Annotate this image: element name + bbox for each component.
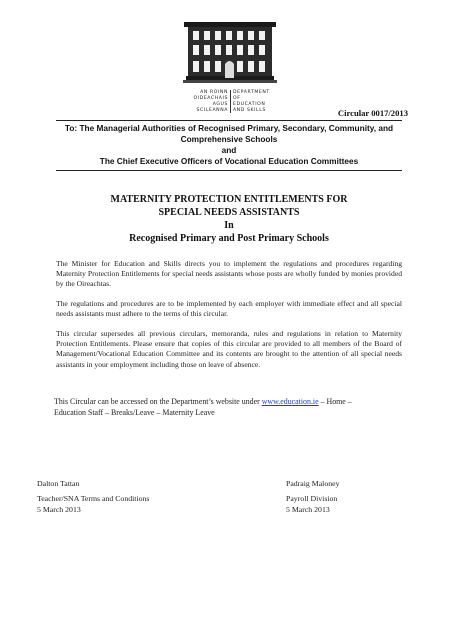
signatory-name: Dalton Tattan: [37, 479, 80, 488]
website-line-2: Education Staff – Breaks/Leave – Maternity Leave: [54, 407, 215, 417]
logo-left-line: AGUS SCILEANNA: [196, 102, 228, 113]
department-logo: [180, 12, 280, 113]
signatory-role: Teacher/SNA Terms and Conditions: [37, 494, 150, 504]
government-building-icon: [180, 12, 280, 90]
logo-left-line: OIDEACHAIS: [193, 96, 228, 101]
signatory-name: Padraig Maloney: [286, 479, 340, 488]
logo-left-line: AN ROINN: [200, 90, 228, 95]
title-line: MATERNITY PROTECTION ENTITLEMENTS FOR: [110, 194, 348, 205]
addressee-block: [56, 120, 402, 171]
website-suffix: – Home –: [318, 397, 352, 406]
logo-right-line: DEPARTMENT OF: [233, 90, 270, 101]
addressee-line: To: The Managerial Authorities of Recognised Primary, Secondary, Community, and: [64, 123, 394, 133]
education-website-link[interactable]: www.education.ie: [261, 397, 319, 406]
body-paragraph-implementation: The regulations and procedures are to be implemented by each employer with immediate effect and all special needs assistants must adhere to the terms of this circular.: [56, 299, 402, 319]
signatory-left: [37, 479, 149, 515]
logo-right-line: EDUCATION: [233, 102, 266, 107]
title-line: SPECIAL NEEDS ASSISTANTS: [158, 207, 300, 218]
logo-divider: [230, 90, 231, 113]
signatory-role: Payroll Division: [286, 494, 338, 504]
title-line: In: [224, 220, 234, 231]
signatory-date: 5 March 2013: [37, 504, 81, 514]
signatory-date: 5 March 2013: [286, 504, 330, 514]
circular-number: Circular 0017/2013: [337, 108, 408, 118]
website-prefix: This Circular can be accessed on the Department’s website under: [54, 397, 262, 406]
addressee-line: and: [221, 145, 237, 155]
body-paragraph-website: [54, 397, 414, 418]
title-line: Recognised Primary and Post Primary Schools: [129, 233, 329, 244]
document-title: [56, 193, 402, 245]
logo-irish-text: [188, 90, 228, 114]
signatory-right: [286, 479, 339, 515]
website-line-1: [54, 397, 414, 408]
logo-right-line: AND SKILLS: [233, 108, 266, 113]
addressee-line: The Chief Executive Officers of Vocational Education Committees: [99, 156, 359, 166]
addressee-line: Comprehensive Schools: [180, 134, 278, 144]
body-paragraph-supersedes: This circular supersedes all previous circulars, memoranda, rules and regulations in relation to Maternity Protection Entitlements. Please ensure that copies of this circular are provided to all members of the Board of Management/Vocational Education Committee and its contents are brought to the attention of all special needs assistants in your employment including those on leave of absence.: [56, 329, 402, 369]
logo-english-text: [233, 90, 277, 114]
body-paragraph-directive: The Minister for Education and Skills directs you to implement the regulations and procedures regarding Maternity Protection Entitlements for special needs assistants whose posts are wholly funded by monies provided by the Oireachtas.: [56, 259, 402, 289]
